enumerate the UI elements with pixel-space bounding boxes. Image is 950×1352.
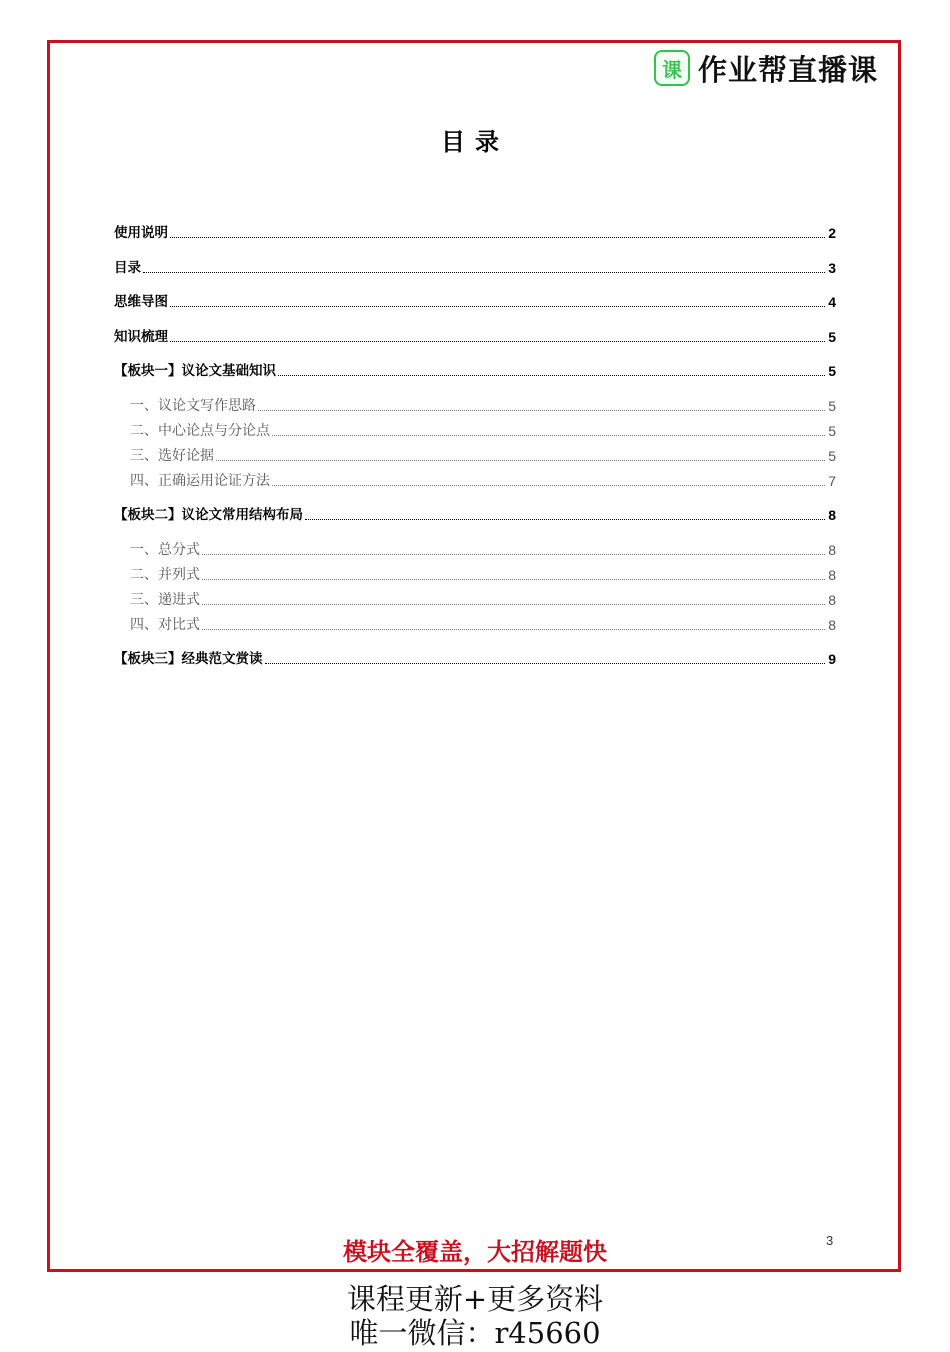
toc-entry[interactable] — [114, 502, 836, 524]
slogan: 模块全覆盖，大招解题快 — [343, 1237, 607, 1266]
toc-entry-label: 思维导图 — [114, 294, 168, 310]
toc-entry-label: 【板块一】议论文基础知识 — [114, 363, 276, 379]
toc-leader-dots — [202, 554, 825, 555]
toc-entry-page: 8 — [828, 567, 836, 583]
footer-update-note: 课程更新+更多资料 — [346, 1282, 604, 1316]
toc-entry-page: 2 — [828, 225, 836, 241]
toc-subentry[interactable] — [130, 537, 836, 559]
toc-leader-dots — [258, 410, 825, 411]
toc-subentry[interactable] — [130, 393, 836, 415]
footer-contact: 唯一微信：r45660 — [349, 1316, 601, 1350]
toc-entry-label: 一、总分式 — [130, 542, 200, 558]
toc-entry-page: 5 — [828, 329, 836, 345]
toc-entry-label: 二、中心论点与分论点 — [130, 423, 270, 439]
toc-entry-label: 三、选好论据 — [130, 448, 214, 464]
toc-leader-dots — [272, 485, 825, 486]
toc-leader-dots — [202, 629, 825, 630]
toc-entry-label: 四、对比式 — [130, 617, 200, 633]
brand-logo — [654, 48, 878, 88]
brand-name: 作业帮直播课 — [698, 52, 879, 87]
toc-leader-dots — [305, 519, 825, 520]
toc-entry-page: 9 — [828, 651, 836, 667]
toc-entry[interactable] — [114, 358, 836, 380]
toc-entry-page: 5 — [828, 398, 836, 414]
page-number: 3 — [826, 1233, 834, 1248]
toc-entry-label: 目录 — [114, 260, 141, 276]
toc-entry-label: 使用说明 — [114, 225, 168, 241]
toc-subentry[interactable] — [130, 587, 836, 609]
toc-subentry[interactable] — [130, 443, 836, 465]
toc-entry-page: 3 — [828, 260, 836, 276]
toc-entry[interactable] — [114, 220, 836, 242]
course-logo-icon: 课 — [654, 50, 690, 86]
toc-leader-dots — [216, 460, 825, 461]
toc-subentry[interactable] — [130, 562, 836, 584]
toc-entry-page: 5 — [828, 363, 836, 379]
toc-entry-label: 知识梳理 — [114, 329, 168, 345]
page-title: 目录 — [441, 127, 509, 156]
toc-entry[interactable] — [114, 255, 836, 277]
toc-entry-label: 四、正确运用论证方法 — [130, 473, 270, 489]
toc-entry-label: 一、议论文写作思路 — [130, 398, 256, 414]
toc-entry-page: 8 — [828, 617, 836, 633]
toc-entry-page: 5 — [828, 423, 836, 439]
toc-entry-label: 二、并列式 — [130, 567, 200, 583]
toc-subentry[interactable] — [130, 612, 836, 634]
toc-entry-label: 【板块三】经典范文赏读 — [114, 651, 263, 667]
toc-leader-dots — [202, 604, 825, 605]
toc-entry[interactable] — [114, 646, 836, 668]
toc-entry-label: 【板块二】议论文常用结构布局 — [114, 507, 303, 523]
toc-subentry[interactable] — [130, 468, 836, 490]
toc-entry-page: 4 — [828, 294, 836, 310]
toc-subentry[interactable] — [130, 418, 836, 440]
toc-leader-dots — [278, 375, 825, 376]
toc-leader-dots — [170, 306, 825, 307]
toc-entry[interactable] — [114, 324, 836, 346]
toc-entry-page: 8 — [828, 592, 836, 608]
toc-entry-page: 8 — [828, 507, 836, 523]
toc-leader-dots — [202, 579, 825, 580]
toc-leader-dots — [170, 237, 825, 238]
toc-leader-dots — [272, 435, 825, 436]
toc-entry-page: 8 — [828, 542, 836, 558]
toc-leader-dots — [170, 341, 825, 342]
toc-leader-dots — [265, 663, 826, 664]
toc-entry-page: 5 — [828, 448, 836, 464]
toc-leader-dots — [143, 272, 825, 273]
toc-entry-label: 三、递进式 — [130, 592, 200, 608]
toc-entry[interactable] — [114, 289, 836, 311]
toc-entry-page: 7 — [828, 473, 836, 489]
